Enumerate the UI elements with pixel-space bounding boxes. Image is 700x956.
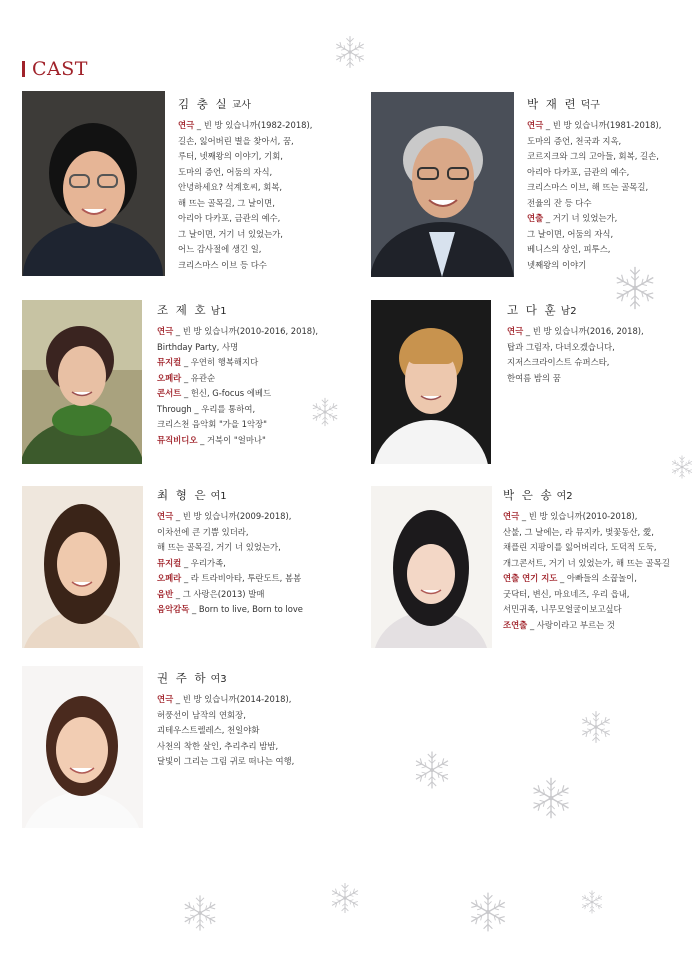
credit-line: Birthday Party, 사명 [157, 341, 239, 352]
credit-line: 아리아 다카포, 금관의 예수, [527, 166, 630, 177]
credit-line: 이차선에 큰 기쁨 있더라, [157, 526, 249, 537]
credit-line: 해 뜨는 골목길, 거기 너 있었는가, [157, 542, 281, 552]
cast-role: 여1 [210, 491, 227, 502]
credit-category: 뮤직비디오 [157, 434, 198, 445]
credit-category: 연출 연기 지도 [503, 573, 558, 583]
credit-text: _ 헌신, G-focus 에베드 [181, 388, 272, 398]
credit-line: 길손, 잃어버린 별을 찾아서, 꿈, [178, 135, 294, 146]
cast-name: 최 형 은 [157, 488, 208, 502]
credit-line: 도마의 증언, 천국과 지옥, [527, 135, 622, 146]
credit-line [157, 324, 318, 340]
credit-line: 그 날이면, 어둠의 자식, [527, 228, 614, 239]
cast-role: 남1 [210, 306, 227, 317]
credit-line: 크리스천 음악회 "가을 1악장" [157, 419, 268, 429]
credit-line: 서민귀족, 니무모얼굴이보고싶다 [503, 604, 622, 614]
credit-line: 전율의 잔 등 다수 [527, 197, 592, 208]
credit-text: _ 빈 방 있습니까(2010-2018), [519, 511, 638, 521]
credit-line: 아리아 다카포, 금관의 예수, [178, 213, 281, 223]
section-header [22, 58, 88, 80]
credit-line [157, 602, 303, 618]
credit-line: 산불, 그 날에는, 라 뮤지카, 벚꽃동산, 愛, [503, 526, 654, 537]
credit-text: _ 라 트라비아타, 투란도트, 봄봄 [181, 573, 302, 583]
credit-text: _ 빈 방 있습니까(2009-2018), [173, 511, 292, 521]
cast-photo [22, 486, 143, 648]
credit-line [527, 211, 661, 227]
snowflake-icon [309, 396, 341, 428]
cast-info [157, 302, 318, 448]
credit-line: 괴테우스트렐레스, 천일야화 [157, 725, 260, 735]
credit-text: _ 그 사랑은(2013) 발매 [173, 588, 265, 599]
cast-name: 김 충 실 [178, 97, 229, 111]
cast-name: 조 제 호 [157, 303, 208, 317]
credit-text: _ 빈 방 있습니까(1981-2018), [543, 120, 662, 130]
credit-text: _ 사랑이라고 부르는 것 [527, 619, 615, 630]
snowflake-icon [332, 34, 368, 70]
credit-category: 연극 [503, 511, 520, 521]
credit-line: 크리스마스 이브, 해 뜨는 골목길, [527, 182, 649, 192]
credit-text: _ 거북이 "얼마나" [197, 434, 266, 445]
snowflake-icon [579, 889, 605, 915]
snowflake-icon [180, 893, 220, 933]
credit-line: 탑과 그림자, 다녀오겠습니다, [507, 341, 615, 352]
snowflake-icon [328, 881, 362, 915]
cast-name-line [527, 96, 661, 112]
credit-category: 오페라 [157, 573, 182, 583]
cast-photo [22, 300, 142, 464]
cast-photo [22, 91, 165, 276]
cast-role: 남2 [560, 306, 577, 317]
credit-text: _ 우연히 행복해지다 [181, 357, 259, 367]
credit-text: _ 우리가족, [181, 557, 226, 568]
cast-photo [371, 486, 492, 648]
credit-category: 오페라 [157, 372, 182, 383]
cast-name-line [157, 487, 303, 503]
cast-name-line [157, 670, 294, 686]
credit-category: 연극 [157, 326, 174, 336]
credit-line: 안녕하세요? 석계호씨, 회복, [178, 182, 283, 192]
cast-info [527, 96, 661, 273]
credit-line [157, 692, 294, 708]
credit-category: 연극 [157, 511, 174, 521]
cast-name-line [157, 302, 318, 318]
credit-category: 콘서트 [157, 388, 182, 398]
credit-text: _ 빈 방 있습니까(1982-2018), [194, 120, 313, 130]
credit-line: 크리스마스 이브 등 다수 [178, 259, 267, 270]
cast-info [157, 487, 303, 618]
credit-text: _ 빈 방 있습니까(2010-2016, 2018), [173, 326, 319, 336]
credit-line [157, 509, 303, 525]
credit-text: _ 빈 방 있습니까(2016, 2018), [523, 326, 644, 336]
credit-line [503, 509, 670, 525]
cast-photo [371, 92, 514, 277]
credit-text: _ 빈 방 있습니까(2014-2018), [173, 694, 292, 704]
credit-category: 연극 [527, 120, 544, 130]
snowflake-icon [411, 749, 453, 791]
credit-category: 음악감독 [157, 604, 190, 614]
snowflake-icon [669, 454, 695, 480]
credit-line: 허풍선이 남작의 연회장, [157, 709, 246, 720]
credit-line: 코르지크와 그의 고아들, 회복, 길손, [527, 151, 659, 161]
credit-line: 채플린 지팡이를 잃어버리다, 도덕적 도둑, [503, 542, 657, 552]
credit-category: 뮤지컬 [157, 357, 182, 367]
credit-text: _ Born to live, Born to love [189, 604, 303, 614]
snowflake-icon [578, 709, 614, 745]
cast-name: 박 은 송 [503, 488, 554, 502]
cast-info [157, 670, 294, 770]
cast-role: 덕구 [580, 100, 600, 111]
credit-line: 굿닥터, 변신, 마요네즈, 우리 읍내, [503, 588, 630, 599]
cast-info [507, 302, 644, 386]
cast-name: 권 주 하 [157, 671, 208, 685]
credit-category: 연극 [178, 120, 195, 130]
credit-line [178, 118, 312, 134]
credit-line: 한여름 밤의 꿈 [507, 372, 561, 383]
credit-line [527, 118, 661, 134]
cast-role: 여3 [210, 674, 227, 685]
credit-line [157, 556, 303, 572]
credit-line: 베니스의 상인, 피투스, [527, 244, 611, 254]
credit-category: 연출 [527, 213, 544, 223]
credit-line [157, 587, 303, 603]
credit-line: 사천의 착한 살인, 추리추리 밤밤, [157, 740, 279, 751]
credit-category: 음반 [157, 588, 174, 599]
cast-name-line [503, 487, 670, 503]
credit-text: _ 아빠들의 소꿉놀이, [557, 573, 637, 583]
credit-text: _ 거기 너 있었는가, [543, 213, 618, 223]
credit-line: 루터, 넷째왕의 이야기, 기회, [178, 151, 283, 161]
cast-info [503, 487, 670, 633]
cast-name-line [178, 96, 312, 112]
credit-category: 뮤지컬 [157, 557, 182, 568]
credit-line [157, 371, 318, 387]
credit-line [157, 386, 318, 402]
credit-line: Through _ 우리를 통하여, [157, 403, 256, 414]
cast-name: 고 다 훈 [507, 303, 558, 317]
credit-line: 넷째왕의 이야기 [527, 259, 587, 270]
credit-line: 지저스크라이스트 슈퍼스타, [507, 357, 610, 367]
cast-name: 박 재 련 [527, 97, 578, 111]
credit-line [157, 433, 318, 449]
cast-photo [371, 300, 491, 464]
credit-line [157, 355, 318, 371]
credit-line [507, 324, 644, 340]
section-title: CAST [32, 58, 88, 80]
credit-line [503, 618, 670, 634]
credit-category: 연극 [157, 694, 174, 704]
credit-line: 그 날이면, 거기 너 있었는가, [178, 228, 283, 239]
credit-line: 해 뜨는 골목길, 그 날이면, [178, 197, 275, 208]
credit-line: 개그콘서트, 거기 너 있었는가, 해 뜨는 골목길 [503, 557, 670, 568]
header-accent-bar [22, 61, 25, 77]
snowflake-icon [528, 775, 574, 821]
snowflake-icon [611, 264, 659, 312]
credit-line [157, 571, 303, 587]
cast-role: 여2 [556, 491, 573, 502]
credit-category: 연극 [507, 326, 524, 336]
credit-line: 도마의 증언, 어둠의 자식, [178, 166, 273, 177]
cast-info [178, 96, 312, 273]
credit-text: _ 유관순 [181, 372, 216, 383]
snowflake-icon [466, 890, 510, 934]
credit-category: 조연출 [503, 619, 528, 630]
cast-role: 교사 [231, 100, 251, 111]
cast-photo [22, 666, 143, 828]
credit-line [503, 571, 670, 587]
credit-line: 어느 감사절에 생긴 일, [178, 244, 262, 254]
credit-line: 달빛이 그리는 그림 귀로 떠나는 여행, [157, 756, 295, 766]
